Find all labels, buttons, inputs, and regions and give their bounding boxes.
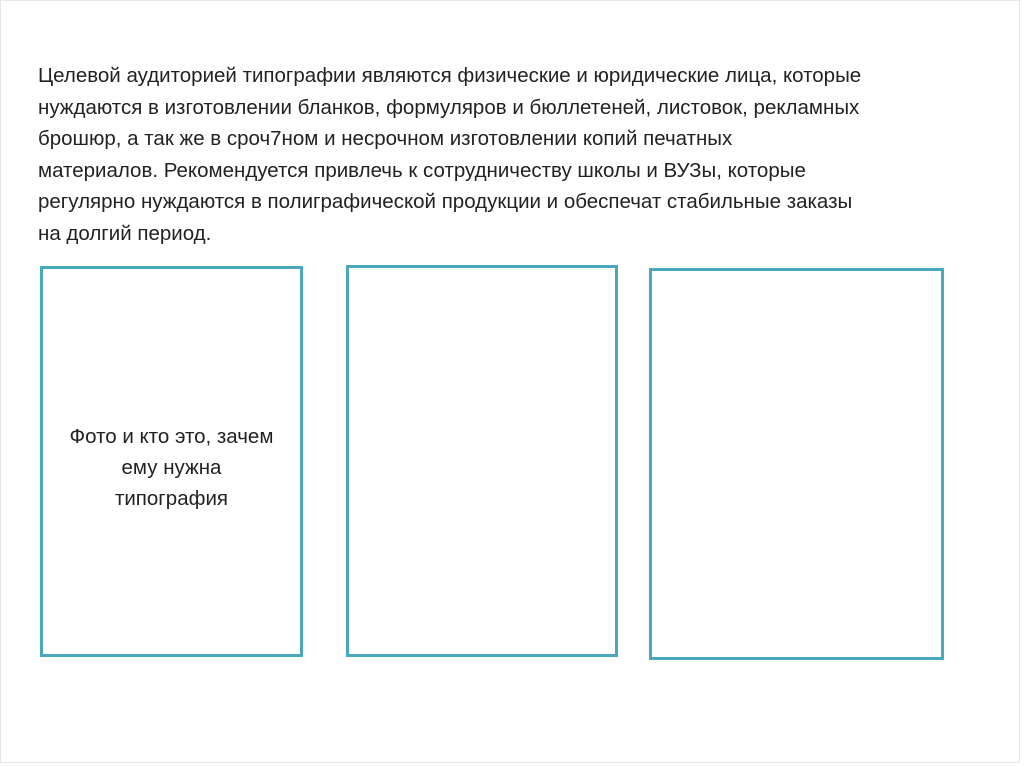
body-paragraph xyxy=(38,60,998,249)
paragraph-line: нуждаются в изготовлении бланков, формуляров и бюллетеней, листовок, рекламных xyxy=(38,95,860,119)
caption-line: Фото и кто это, зачем xyxy=(69,425,274,448)
paragraph-line: регулярно нуждаются в полиграфической продукции и обеспечат стабильные заказы xyxy=(38,190,853,213)
caption-line: типография xyxy=(114,487,229,510)
photo-card-3 xyxy=(649,268,944,660)
photo-card-1 xyxy=(40,266,303,657)
paragraph-line: на долгий период. xyxy=(38,221,212,245)
photo-card-2 xyxy=(346,265,618,657)
paragraph-line: брошюр, а так же в сроч7ном и несрочном изготовлении копий печатных xyxy=(38,127,733,150)
caption-line: ему нужна xyxy=(121,456,222,479)
photo-card-caption xyxy=(43,421,300,514)
paragraph-line: Целевой аудиторией типографии являются физические и юридические лица, которые xyxy=(38,64,862,87)
paragraph-line: материалов. Рекомендуется привлечь к сотрудничеству школы и ВУЗы, которые xyxy=(38,158,806,182)
